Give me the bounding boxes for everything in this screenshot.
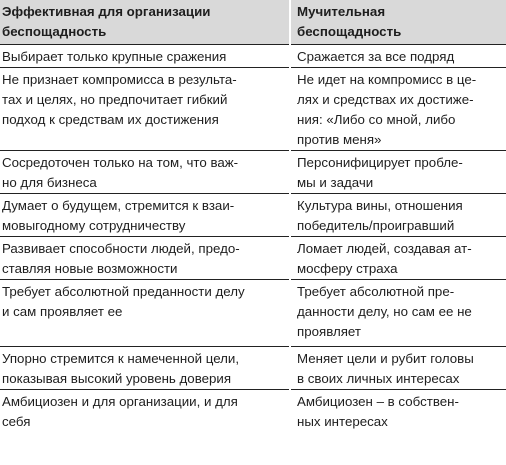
cell-effective: Сосредоточен только на том, что важ- но для бизнеса	[0, 150, 290, 193]
cell-painful: Ломает людей, создавая ат- мосферу страха	[290, 236, 506, 279]
cell-effective: Упорно стремится к намеченной цели, показывая высокий уровень доверия	[0, 346, 290, 389]
cell-painful: Не идет на компромисс в це- лях и средствах их достиже- ния: «Либо со мной, либо против меня»	[290, 67, 506, 150]
header-effective-ruthlessness: Эффективная для организации беспощадность	[0, 0, 290, 44]
table-row	[0, 44, 506, 67]
cell-effective: Требует абсолютной преданности делу и сам проявляет ее	[0, 279, 290, 346]
table-header-row	[0, 0, 506, 44]
table-row	[0, 279, 506, 346]
table-row	[0, 150, 506, 193]
table-row	[0, 236, 506, 279]
cell-effective: Не признает компромисса в результа- тах и целях, но предпочитает гибкий подход к средствам их достижения	[0, 67, 290, 150]
cell-painful: Культура вины, отношения победитель/проигравший	[290, 193, 506, 236]
table-row	[0, 389, 506, 440]
table-row	[0, 193, 506, 236]
cell-effective: Развивает способности людей, предо- ставляя новые возможности	[0, 236, 290, 279]
cell-effective: Амбициозен и для организации, и для себя	[0, 389, 290, 440]
cell-painful: Персонифицирует пробле- мы и задачи	[290, 150, 506, 193]
cell-painful: Сражается за все подряд	[290, 44, 506, 67]
cell-effective: Думает о будущем, стремится к взаи- мовыгодному сотрудничеству	[0, 193, 290, 236]
header-painful-ruthlessness: Мучительная беспощадность	[290, 0, 506, 44]
table-row	[0, 67, 506, 150]
cell-painful: Амбициозен – в собствен- ных интересах	[290, 389, 506, 440]
cell-painful: Требует абсолютной пре- данности делу, но сам ее не проявляет	[290, 279, 506, 346]
cell-effective: Выбирает только крупные сражения	[0, 44, 290, 67]
table-row	[0, 346, 506, 389]
cell-painful: Меняет цели и рубит головы в своих личных интересах	[290, 346, 506, 389]
